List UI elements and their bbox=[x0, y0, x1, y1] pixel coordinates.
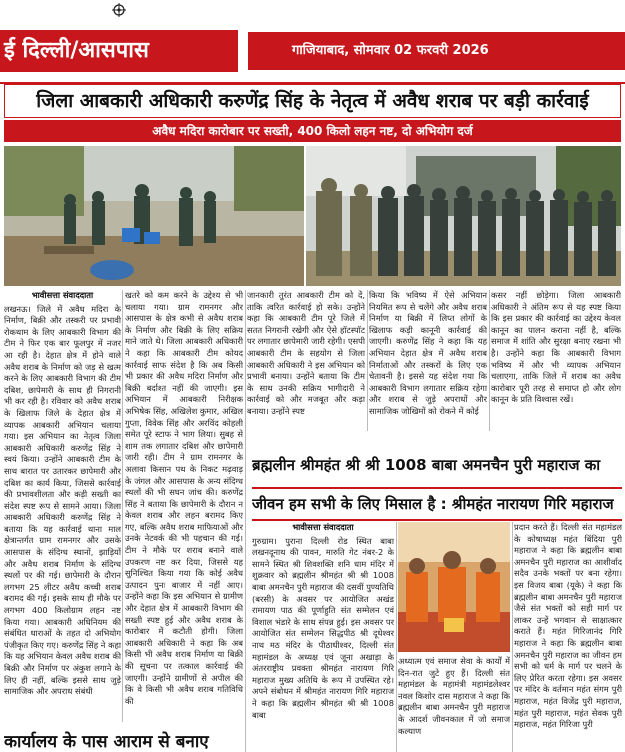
story-subheadline: अवैध मदिरा कारोबार पर सख्ती, 400 किलो लहन नष्ट, दो अभियोग दर्ज bbox=[4, 120, 621, 142]
compass-icon bbox=[112, 3, 126, 17]
column-divider bbox=[245, 290, 246, 752]
column-divider bbox=[367, 290, 368, 431]
column-text: गुरुग्राम। पुराना दिल्ली रोड स्थित बाबा लखनदूनाथ की पावन, मारुति गेट नंबर-2 के सामने स्थित श्री शिवशक्ति शनि धाम मंदिर में शुक्रवार को ब्रह्मलीन श्रीमहंत श्री श्री 1008 बाबा अमनचैन पुरी महाराज की दसवीं पुण्यतिथि (बरसी) के अवसर पर आयोजित अखंड रामायण पाठ की पूर्णाहुति संत सम्मेलन एवं विशाल भंडारे के साथ संपन्न हुई। इस अवसर पर आयोजित संत सम्मेलन सिद्धपीठ श्री दूधेश्वर नाथ मठ मंदिर के पीठाधीश्वर, दिल्ली संत महामंडल के अध्यक्ष एवं जूना अखाड़ा के अंतरराष्ट्रीय प्रवक्ता श्रीमहंत नारायण गिरि महाराज मुख्य अतिथि के रूप में उपस्थित रहे। अपने संबोधन में श्रीमहंत नारायण गिरि महाराज ने कहा कि ब्रह्मलीन श्रीमहंत श्री श्री 1008 बाबा bbox=[252, 535, 394, 720]
byline: भावीसत्ता संवाददाता bbox=[292, 522, 354, 532]
column-divider bbox=[396, 522, 397, 752]
team-photo bbox=[306, 146, 621, 286]
column-divider bbox=[122, 290, 123, 722]
column-text: प्रदान करते हैं। दिल्ली संत महामंडल के कोषाध्यक्ष महंत बिंदिया पुरी महाराज ने कहा कि ब्रह्मलीन बाबा अमनचैन पुरी महाराज का आशीर्वाद सदैव उनके भक्तों पर बना रहेगा। इस विजय बाबा (यूके) ने कहा कि ब्रह्मलीन बाबा अमनचैन पुरी महाराज जैसे संत भक्तों को सही मार्ग पर लाकर उन्हें भगवान से साक्षात्कार कराते हैं। महंत गिरिजानंद गिरि महाराज ने कहा कि ब्रह्मलीन बाबा अमनचैन पुरी महाराज का जीवन हम सभी को धर्म के मार्ग पर चलने के लिए प्रेरित करता रहेगा। इस अवसर पर मंदिर के वर्तमान महंत संगम पुरी महाराज, महंत विजेंद्र पुरी महाराज, महंत पुरी महाराज, महंत सेवक पुरी महाराज, महंत गिरिजा पुरी bbox=[514, 522, 622, 730]
dateline: गाजियाबाद, सोमवार 02 फरवरी 2026 bbox=[248, 32, 625, 70]
column-divider bbox=[489, 290, 490, 431]
byline: भावीसत्ता संवाददाता bbox=[31, 290, 94, 300]
story2-headline bbox=[252, 448, 622, 520]
column-text: किया कि भविष्य में ऐसे अभियान नियमित रूप से चलेंगे और अवैध शराब निर्माण या बिक्री में लिप्त लोगों के खिलाफ कड़ी कानूनी कार्रवाई की जाएगी। करुणेंद्र सिंह ने कहा कि यह अभियान देहात क्षेत्र में अवैध शराब निर्माताओं और तस्करों के लिए एक चेतावनी है। इससे यह संदेश गया कि आबकारी विभाग लगातार सक्रिय रहेगा और शराब से जुड़े अपराधों और सामाजिक जोखिमों को रोकने में कोई bbox=[369, 290, 487, 416]
photo-caption: अध्यात्म एवं समाज सेवा के कार्यों में दिन-रात जुटे हुए हैं। दिल्ली संत महामंडल के महामंत्री महामंडलेश्वर नवल किशोर दास महाराज ने कहा कि ब्रह्मलीन बाबा अमनचैन पुरी महाराज के आदर्श जीवनकाल में जो समाज कल्याण bbox=[398, 656, 510, 736]
column-text: कसर नहीं छोड़ेगा। जिला आबकारी अधिकारी ने अंतिम रूप से यह स्पष्ट किया कि इस प्रकार की कार्रवाई का उद्देश्य केवल कानून का पालन कराना नहीं है, बल्कि समाज में शांति और सुरक्षा बनाए रखना भी है। उन्होंने कहा कि आबकारी विभाग भविष्य में और भी व्यापक अभियान चलाएगा, ताकि जिले में शराब का अवैध कारोबार पूरी तरह से समाप्त हो और लोग कानून के प्रति विश्वास रखें। bbox=[491, 290, 621, 405]
next-story-headline: कार्यालय के पास आराम से बनाए bbox=[4, 732, 209, 752]
story-column-4 bbox=[369, 290, 487, 431]
story-column-1 bbox=[4, 290, 121, 722]
masthead bbox=[0, 24, 625, 78]
saints-photo bbox=[398, 522, 510, 652]
column-text: लखनऊ। जिले में अवैध मदिरा के निर्माण, बिक्री और तस्करी पर प्रभावी रोकथाम के लिए आबकारी विभाग की टीम ने फिर एक बार फूलपुर में नजर आ रही है। देहात क्षेत्र में होने वाले अवैध शराब के निर्माण को जड़ से खत्म करने के लिए आबकारी विभाग की टीम दबिश, छापेमारी के साथ ही निगरानी भी कर रही है। रविवार को अवैध शराब के खिलाफ जिले के देहात क्षेत्र में व्यापक आबकारी अभियान चलाया गया। इस अभियान का नेतृत्व जिला आबकारी अधिकारी करुणेंद्र सिंह ने स्वयं किया। उन्होंने आबकारी टीम के साथ बारात पर उतारकर छापेमारी और दबिश का कार्य किया, जिससे कार्रवाई की प्रभावशीलता और कड़ी सख्ती का संदेश स्पष्ट रूप से सामने आया। जिला आबकारी अधिकारी करुणेंद्र सिंह ने बताया कि यह कार्रवाई थाना माल क्षेत्रान्तर्गत ग्राम रामनगर और उसके आसपास के संदिग्ध स्थानों, झाड़ियों और अवैध शराब निर्माण के संदिग्ध स्थलों पर की गई। छापेमारी के दौरान लगभग 25 लीटर अवैध कच्ची शराब बरामद की गई। इसके साथ ही मौके पर लगभग 400 किलोग्राम लहन नष्ट किया गया। आबकारी अधिनियम की संबंधित धाराओं के तहत दो अभियोग पंजीकृत किए गए। करुणेंद्र सिंह ने कहा कि यह अभियान केवल अवैध शराब की बिक्री और निर्माण पर अंकुश लगाने के लिए ही नहीं, बल्कि इससे साथ जुड़े सामाजिक और अपराध संबंधी bbox=[4, 303, 121, 697]
story-column-2 bbox=[125, 290, 243, 722]
story-headline: जिला आबकारी अधिकारी करुणेंद्र सिंह के नेतृत्व में अवैध शराब पर बड़ी कार्रवाई bbox=[4, 84, 621, 118]
story2-column-1 bbox=[252, 522, 394, 752]
top-ornament-bar bbox=[0, 0, 625, 22]
raid-photo bbox=[4, 146, 304, 286]
story2-headline-line1: ब्रह्मलीन श्रीमहंत श्री श्री 1008 बाबा अमनचैन पुरी महाराज का bbox=[252, 456, 601, 474]
column-text: जानकारी तुरंत आबकारी टीम को दें, ताकि त्वरित कार्रवाई हो सके। उन्होंने कहा कि आबकारी टीम पूरे जिले में सतत निगरानी रखेगी और ऐसे हॉटस्पॉट पर लगातार छापेमारी जारी रहेगी। एसपी आबकारी टीम के सहयोग से जिला आबकारी अधिकारी ने इस अभियान को प्रभावी बनाया। उन्होंने बताया कि टीम के साथ उनकी सक्रिय भागीदारी ने कार्रवाई को और मजबूत और कड़ा बनाया। उन्होंने स्पष्ट bbox=[247, 290, 365, 416]
story-column-3 bbox=[247, 290, 365, 431]
story-column-5 bbox=[491, 290, 621, 431]
column-text: खतरे को कम करने के उद्देश्य से भी चलाया गया। ग्राम रामनगर और आसपास के क्षेत्र कभी से अवैध शराब के निर्माण और बिक्री के लिए सक्रिय माने जाते थे। जिला आबकारी अधिकारी ने कहा कि आबकारी टीम कोयद कार्रवाई साफ संदेश है कि अब किसी भी प्रकार की अवैध मदिरा निर्माण और बिक्री बर्दाश्त नहीं की जाएगी। इस अभियान में आबकारी निरीक्षक अभिषेक सिंह, अखिलेश कुमार, अखिल गुप्ता, विवेक सिंह और अरविंद कोहली समेत पूरे स्टाफ ने भाग लिया। सुबह से शाम तक लगातार दबिश और छापेमारी जारी रही। टीम ने ग्राम रामनगर के अलावा किसान पथ के निकट मढ़वाड़ के जंगल और आसपास के अन्य संदिग्ध स्थलों की भी सघन जांच की। करुणेंद्र सिंह ने बताया कि छापेमारी के दौरान न केवल शराब और लहन बरामद किए गए, बल्कि अवैध शराब माफियाओं और उनके नेटवर्क की भी पहचान की गई। टीम ने मौके पर शराब बनाने वाले उपकरण नष्ट कर दिया, जिससे यह सुनिश्चित किया गया कि कोई अवैध उत्पादन पुनः बाजार में नहीं आए। उन्होंने कहा कि इस अभियान से ग्रामीण और देहात क्षेत्र में आबकारी विभाग की सख्ती स्पष्ट हुई और अवैध शराब के कारोबार में कटौती होगी। जिला आबकारी अधिकारी ने कहा कि अब किसी भी अवैध शराब निर्माण या बिक्री की सूचना पर तत्काल कार्रवाई की जाएगी। उन्होंने ग्रामीणों से अपील की कि वे किसी भी अवैध शराब गतिविधि की bbox=[125, 290, 243, 706]
story2-column-2 bbox=[514, 522, 622, 752]
column-divider bbox=[512, 522, 513, 752]
section-title: ई दिल्ली/आसपास bbox=[0, 30, 238, 72]
story2-headline-line2: जीवन हम सभी के लिए मिसाल है : श्रीमहंत नारायण गिरि महाराज bbox=[252, 487, 622, 521]
